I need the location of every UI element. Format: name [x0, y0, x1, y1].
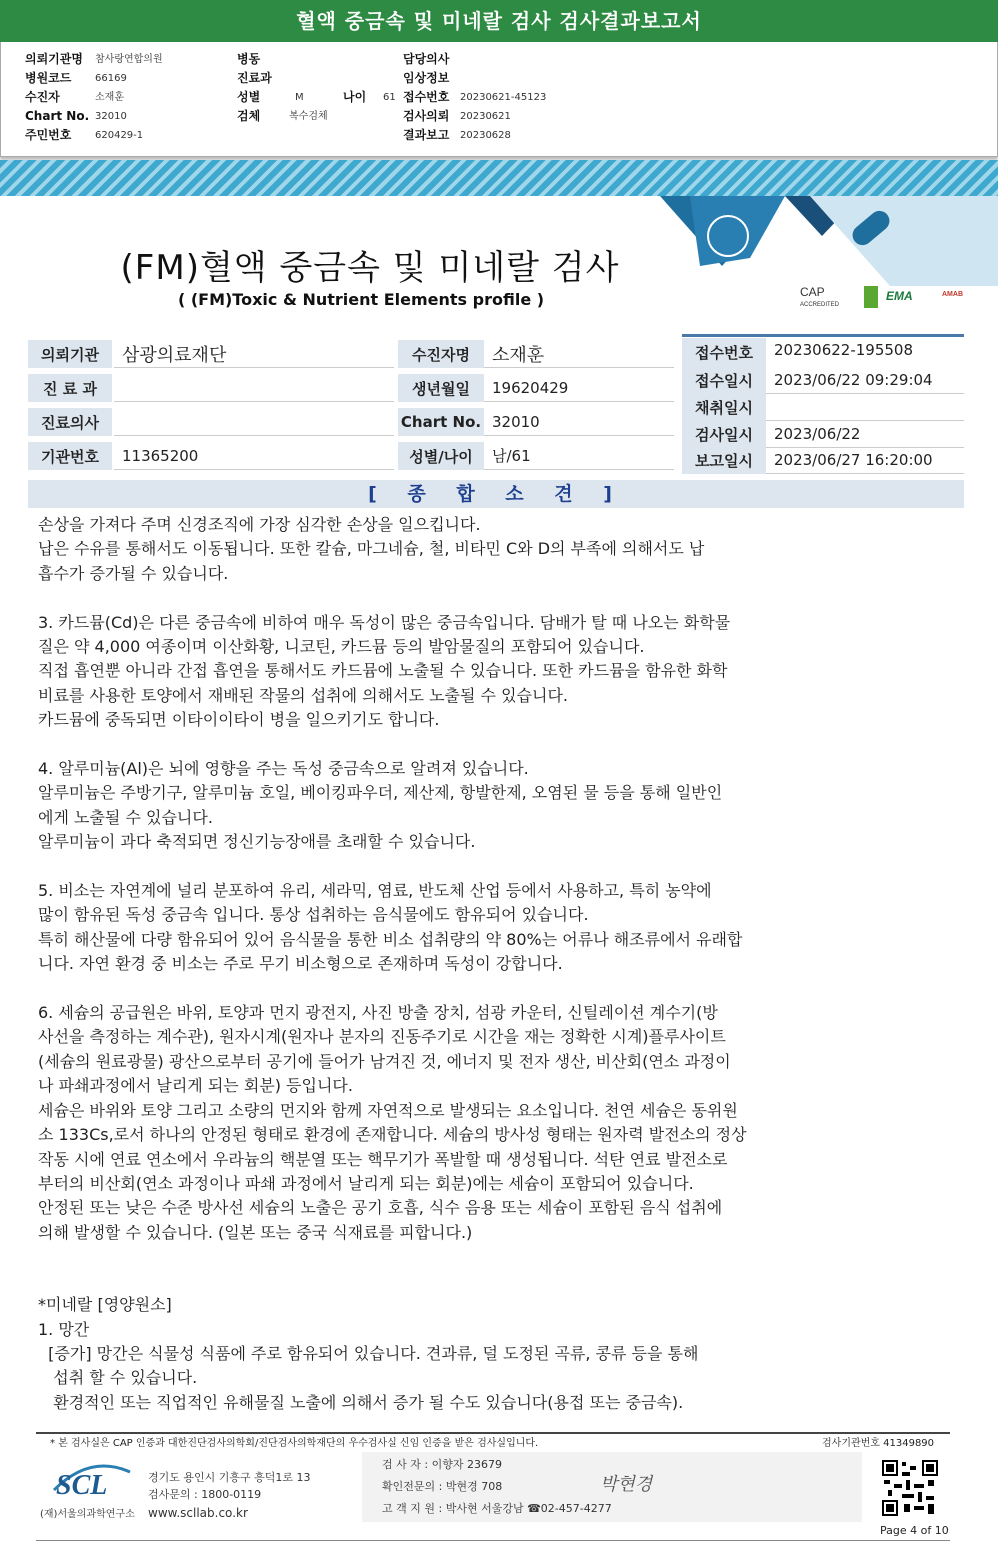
body-line: 4. 알루미늄(Al)은 뇌에 영향을 주는 독성 중금속으로 알려져 있습니다.	[38, 759, 529, 779]
paragraph-minerals	[38, 1293, 888, 1415]
body-line: 흡수가 증가될 수 있습니다.	[38, 563, 229, 583]
chart-label: Chart No.	[398, 408, 484, 436]
summary-body	[38, 513, 888, 1415]
specimen-label: 검체	[237, 109, 261, 123]
top-info-row	[25, 50, 163, 69]
report-dt-value: 2023/06/27 16:20:00	[766, 446, 964, 474]
top-info-row	[25, 126, 163, 145]
body-line: (세슘의 원료광물) 광산으로부터 공기에 들어가 남겨진 것, 에너지 및 전자 생산, 비산회(연소 과정이	[38, 1051, 731, 1071]
ema-badge: EMA	[886, 289, 913, 303]
report-title-bar: 혈액 중금속 및 미네랄 검사 검사결과보고서	[0, 0, 998, 42]
dept-label: 진료과	[237, 71, 272, 85]
dept-value	[114, 374, 394, 402]
body-line: 1. 망간	[38, 1319, 90, 1339]
chart-value: 32010	[484, 408, 674, 436]
top-info-value: 20230628	[460, 130, 511, 141]
top-info-label: 접수번호	[403, 90, 450, 104]
top-info-value: 66169	[95, 73, 127, 84]
confirm-line: 확인전문의 : 박현경 708	[382, 1480, 503, 1493]
cap-accredited: ACCREDITED	[800, 302, 840, 308]
reception-dt-value: 2023/06/22 09:29:04	[766, 366, 964, 394]
body-line: 많이 함유된 독성 중금속 입니다. 통상 섭취하는 음식물에도 함유되어 있습니다.	[38, 905, 589, 925]
cap-badge: CAP	[800, 285, 825, 299]
body-line: 니다. 자연 환경 중 비소는 주로 무기 비소형으로 존재하며 독성이 강합니다.	[38, 954, 563, 974]
dept-label: 진 료 과	[28, 374, 112, 402]
top-info-row	[403, 107, 546, 126]
top-info-row	[403, 50, 546, 69]
scl-address	[148, 1469, 311, 1522]
report-subtitle: ( (FM)Toxic & Nutrient Elements profile )	[177, 290, 545, 309]
institution-label: 의뢰기관	[28, 340, 112, 368]
top-info-col1	[25, 50, 163, 145]
top-info-label: Chart No.	[25, 109, 90, 123]
body-line: 카드뮴에 중독되면 이타이이타이 병을 일으키기도 합니다.	[38, 710, 440, 730]
top-info-value: 620429-1	[95, 130, 144, 141]
support-line: 고 객 지 원 : 박사현 서울강남 ☎02-457-4277	[382, 1502, 612, 1515]
patient-label: 수진자명	[398, 340, 484, 368]
collect-label: 채취일시	[682, 393, 766, 421]
body-line: 5. 비소는 자연계에 널리 분포하여 유리, 세라믹, 염료, 반도체 산업 등에서 사용하고, 특히 농약에	[38, 881, 712, 901]
body-line: 소 133Cs,로서 하나의 안정된 형태로 환경에 존재합니다. 세슘의 방사성 형태는 원자력 발전소의 정상	[38, 1125, 747, 1145]
footer-note: * 본 검사실은 CAP 인증과 대한진단검사의학회/진단검사의학재단의 우수검사실 신임 인증을 받은 검사실입니다.	[50, 1438, 539, 1449]
body-line: *미네랄 [영양원소]	[38, 1295, 172, 1315]
top-info-label: 담당의사	[403, 52, 450, 66]
qr-code-icon	[882, 1460, 938, 1516]
body-line: 3. 카드뮴(Cd)은 다른 중금속에 비하여 매우 독성이 많은 중금속입니다. 담배가 탈 때 나오는 화학물	[38, 612, 731, 632]
org-no-label: 기관번호	[28, 442, 112, 470]
doctor-label: 진료의사	[28, 408, 112, 436]
top-info-value: 32010	[95, 111, 127, 122]
body-line: 직접 흡연뿐 아니라 간접 흡연을 통해서도 카드뮴에 노출될 수 있습니다. 또한 카드뮴을 함유한 화학	[38, 661, 728, 681]
top-info-label: 병원코드	[25, 71, 72, 85]
tester-line: 검 사 자 : 이향자 23679	[382, 1458, 502, 1471]
top-info-label: 수진자	[25, 90, 60, 104]
ward-label: 병동	[237, 52, 261, 66]
body-line: 안정된 또는 낮은 수준 방사선 세슘의 노출은 공기 호흡, 식수 음용 또는 세슘이 포함된 음식 섭취에	[38, 1198, 723, 1218]
test-dt-value: 2023/06/22	[766, 420, 964, 448]
top-info-label: 결과보고	[403, 128, 450, 142]
scl-logo	[50, 1460, 134, 1500]
doctor-value	[114, 408, 394, 436]
top-info-value: 20230621-45123	[460, 92, 547, 103]
body-line: 손상을 가져다 주며 신경조직에 가장 심각한 손상을 일으킵니다.	[38, 515, 481, 534]
paragraph-cadmium	[38, 611, 888, 733]
signature: 박현경	[600, 1474, 653, 1495]
top-info-row	[403, 126, 546, 145]
institution-value: 삼광의료재단	[114, 340, 394, 368]
body-line: 알루미늄은 주방기구, 알루미늄 호일, 베이킹파우더, 제산제, 항발한제, 오염된 물 등을 통해 일반인	[38, 783, 723, 803]
reception-dt-label: 접수일시	[682, 366, 766, 394]
birth-value: 19620429	[484, 374, 674, 402]
body-line: 작동 시에 연료 연소에서 우라늄의 핵분열 또는 핵무기가 폭발할 때 생성됩니다. 석탄 연료 발전소로	[38, 1149, 728, 1169]
top-info-label: 의뢰기관명	[25, 52, 83, 66]
body-line: 특히 해산물에 다량 함유되어 있어 음식물을 통한 비소 섭취량의 약 80%는 어류나 해조류에서 유래합	[38, 929, 743, 949]
body-line: 부터의 비산회(연소 과정이나 파쇄 과정에서 날리게 되는 회분)에는 세슘이 포함되어 있습니다.	[38, 1173, 694, 1193]
age-value: 61	[383, 92, 396, 103]
body-line: 에게 노출될 수 있습니다.	[38, 807, 213, 827]
footer-org-number: 검사기관번호 41349890	[822, 1438, 935, 1449]
scl-org-name: (재)서울의과학연구소	[40, 1509, 135, 1520]
summary-heading: [ 종 합 소 견 ]	[28, 480, 964, 508]
body-line: 알루미늄이 과다 축적되면 정신기능장애를 초래할 수 있습니다.	[38, 832, 476, 852]
body-line: 납은 수유를 통해서도 이동됩니다. 또한 칼슘, 마그네슘, 철, 비타민 C와 D의 부족에 의해서도 납	[38, 539, 705, 559]
top-info-col2	[237, 50, 402, 126]
top-info-row	[403, 69, 546, 88]
body-line: 섭취 할 수 있습니다.	[38, 1368, 198, 1388]
top-info-row	[403, 88, 546, 107]
sexage-label: 성별/나이	[398, 442, 484, 470]
sexage-value: 남/61	[484, 442, 674, 470]
top-info-row	[25, 107, 163, 126]
scl-phone: 검사문의 : 1800-0119	[148, 1488, 262, 1501]
paragraph-arsenic	[38, 879, 888, 977]
sex-label: 성별	[237, 90, 261, 104]
scl-address-line: 경기도 용인시 기흥구 흥덕1로 13	[148, 1471, 311, 1484]
decorative-stripe-band	[0, 160, 998, 196]
amab-badge: AMAB	[942, 291, 963, 298]
specimen-value: 복수검체	[289, 111, 328, 122]
body-line: 사선을 측정하는 계수관), 원자시계(원자나 분자의 진동주기로 시간을 재는 정확한 시계)플루사이트	[38, 1027, 726, 1047]
birth-label: 생년월일	[398, 374, 484, 402]
body-line: 의해 발생할 수 있습니다. (일본 또는 중국 식재료를 피합니다.)	[38, 1222, 473, 1242]
paragraph-aluminum	[38, 757, 888, 855]
footer-bottom-line	[36, 1540, 950, 1541]
body-line: 나 파쇄과정에서 날리게 되는 회분) 등입니다.	[38, 1076, 353, 1096]
sex-value: M	[295, 92, 304, 103]
lm-logo-icon	[864, 286, 878, 308]
top-info-block	[0, 42, 998, 157]
body-line: [증가] 망간은 식물성 식품에 주로 함유되어 있습니다. 견과류, 덜 도정된 곡류, 콩류 등을 통해	[38, 1343, 699, 1363]
top-info-label: 검사의뢰	[403, 109, 450, 123]
body-line: 6. 세슘의 공급원은 바위, 토양과 먼지 광전지, 사진 방출 장치, 섬광 카운터, 신틸레이션 계수기(방	[38, 1003, 718, 1023]
top-info-value: 참사랑연합의원	[95, 54, 163, 65]
top-info-row	[25, 88, 163, 107]
age-label: 나이	[343, 90, 367, 104]
top-info-row	[25, 69, 163, 88]
top-info-col3	[403, 50, 546, 145]
paragraph-cesium	[38, 1001, 888, 1245]
paragraph-lead-intro	[38, 513, 888, 586]
reception-no-value: 20230622-195508	[774, 341, 914, 359]
collect-value	[766, 393, 964, 421]
scl-website: www.scllab.co.kr	[148, 1506, 248, 1520]
body-line: 질은 약 4,000 여종이며 이산화황, 니코틴, 카드뮴 등의 발암물질의 포함되어 있습니다.	[38, 637, 645, 657]
body-line: 환경적인 또는 직업적인 유해물질 노출에 의해서 증가 될 수도 있습니다(용접 또는 중금속).	[38, 1392, 684, 1412]
top-info-label: 주민번호	[25, 128, 72, 142]
top-info-label: 임상정보	[403, 71, 450, 85]
page-number: Page 4 of 10	[880, 1524, 949, 1537]
test-dt-label: 검사일시	[682, 420, 766, 448]
svg-text:SCL: SCL	[56, 1470, 108, 1500]
report-title: (FM)혈액 중금속 및 미네랄 검사	[120, 248, 620, 288]
reception-no-label: 접수번호	[682, 338, 766, 366]
org-no-value: 11365200	[114, 442, 394, 470]
patient-value: 소재훈	[484, 340, 674, 368]
body-line: 비료를 사용한 토양에서 재배된 작물의 섭취에 의해서도 노출될 수 있습니다.	[38, 685, 568, 705]
body-line: 세슘은 바위와 토양 그리고 소량의 먼지와 함께 자연적으로 발생되는 요소입니다. 천연 세슘은 동위원	[38, 1100, 738, 1120]
top-info-value: 소재훈	[95, 92, 124, 103]
report-dt-label: 보고일시	[682, 446, 766, 474]
top-info-value: 20230621	[460, 111, 511, 122]
